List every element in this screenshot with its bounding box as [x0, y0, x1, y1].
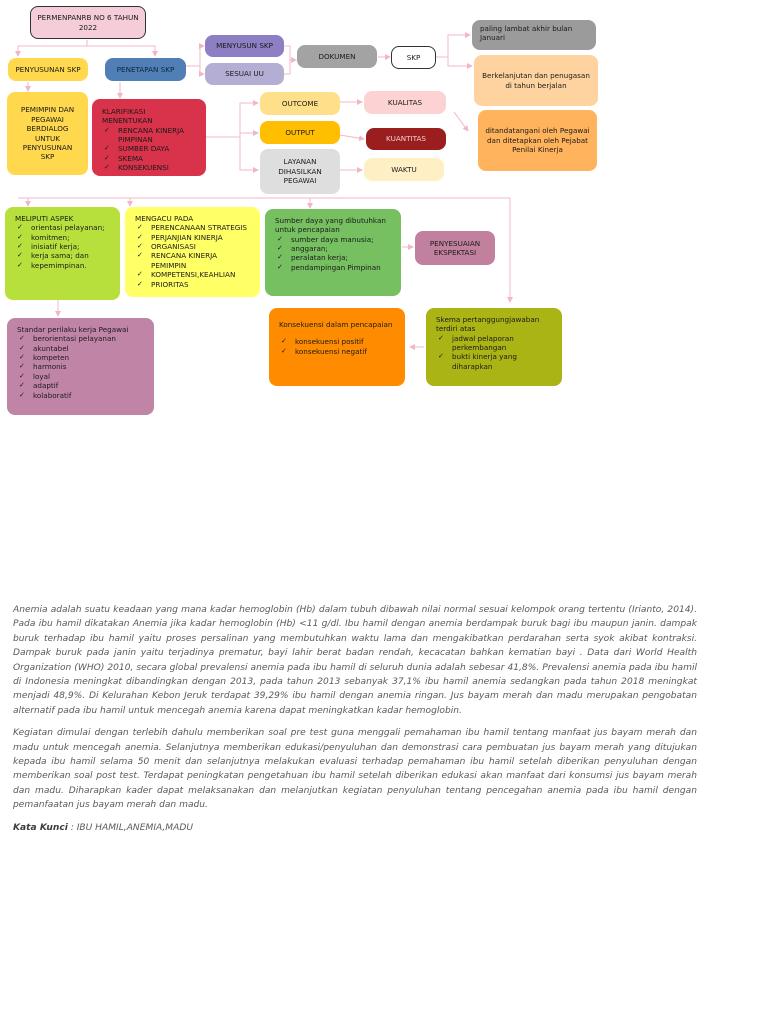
penyesuaian-box — [415, 231, 495, 265]
list-item: ✓ PERJANJIAN KINERJA — [135, 233, 250, 242]
layanan-label: LAYANAN DIHASILKAN PEGAWAI — [278, 157, 322, 186]
klarifikasi-box — [92, 99, 206, 176]
output-label: OUTPUT — [285, 127, 315, 137]
list-item: ✓ KOMPETENSI,KEAHLIAN — [135, 270, 250, 279]
list-item: ✓ loyal — [17, 372, 144, 381]
mengacu-pada-box — [125, 207, 260, 297]
dokumen-label: DOKUMEN — [318, 51, 356, 61]
list-item: ✓ kepemimpinan. — [15, 261, 110, 270]
keywords-label: Kata Kunci — [13, 822, 68, 833]
penetapan-skp-label: PENETAPAN SKP — [116, 64, 175, 74]
list-item: ✓ kerja sama; dan — [15, 251, 110, 260]
outcome-box — [260, 92, 340, 115]
list-item: ✓ komitmen; — [15, 233, 110, 242]
ditandatangani-box — [478, 110, 597, 171]
outcome-label: OUTCOME — [281, 98, 319, 108]
list-item: ✓ bukti kinerja yang diharapkan — [436, 352, 552, 371]
penetapan-skp-box — [105, 58, 186, 81]
list-item: ✓ anggaran; — [275, 244, 391, 253]
abstract-paragraph-1: Anemia adalah suatu keadaan yang mana kadar hemoglobin (Hb) dalam tubuh dibawah nilai normal sesuai kelompok orang tertentu (Irianto, 2014). Pada ibu hamil dikatakan Anemia jika kadar hemoglobin (Hb) <11 g/dl. Ibu hamil dengan anemia berdampak buruk bagi ibu maupun janin. dampak buruk terhadap ibu hamil yaitu proses persalinan yang membutuhkan waktu lama dan mengakibatkan perdarahan serta syok akibat kontraksi. Dampak buruk pada janin yaitu terjadinya prematur, bayi lahir berat badan rendah, kecacatan bahkan kematian bayi . Data dari World Health Organization (WHO) 2010, secara global prevalensi anemia pada ibu hamil di seluruh dunia adalah sebesar 41,8%. Prevalensi anemia pada ibu hamil di Indonesia meningkat dibandingkan dengan 2013, pada tahun 2013 sebanyak 37,1% ibu hamil anemia sedangkan pada tahun 2018 meningkat menjadi 48,9%. Di Kelurahan Kebon Jeruk terdapat 39,29% ibu hamil dengan anemia ringan. Jus bayam merah dan madu merupakan pengobatan alternatif pada ibu hamil untuk mencegah anemia karena dapat meningkatkan kadar hemoglobin. — [13, 605, 697, 716]
mengacu-pada-list — [135, 223, 250, 289]
waktu-label: WAKTU — [391, 164, 417, 174]
konsekuensi-list — [279, 337, 395, 356]
klarifikasi-list — [102, 126, 196, 173]
sumber-daya-list — [275, 235, 391, 272]
list-item: ✓ harmonis — [17, 362, 144, 371]
list-item: ✓ peralatan kerja; — [275, 253, 391, 262]
konsekuensi-title: Konsekuensi dalam pencapaian — [279, 320, 393, 329]
pemimpin-pegawai-label: PEMIMPIN DAN PEGAWAI BERDIALOG UNTUK PENYUSUNAN SKP — [20, 105, 75, 162]
sumber-daya-title: Sumber daya yang dibutuhkan untuk pencapaian — [275, 216, 386, 235]
sesuai-uu-label: SESUAI UU — [225, 69, 264, 79]
menyusun-skp-label: MENYUSUN SKP — [216, 41, 273, 51]
list-item: ✓ jadwal pelaporan perkembangan — [436, 334, 552, 353]
list-item: ✓ PRIORITAS — [135, 280, 250, 289]
keywords-value: : IBU HAMIL,ANEMIA,MADU — [67, 822, 194, 833]
menyusun-skp-box — [205, 35, 284, 57]
meliputi-aspek-box — [5, 207, 120, 300]
penyusunan-skp-label: PENYUSUNAN SKP — [15, 64, 81, 74]
meliputi-aspek-list — [15, 223, 110, 270]
skema-list — [436, 334, 552, 371]
standar-perilaku-title: Standar perilaku kerja Pegawai — [17, 325, 129, 334]
list-item: ✓ kolaboratif — [17, 391, 144, 400]
penyesuaian-label: PENYESUAIAN EKSPEKTASI — [429, 238, 481, 257]
ditandatangani-label: ditandatangani oleh Pegawai dan ditetapkan oleh Pejabat Penilai Kinerja — [485, 126, 590, 155]
list-item: ✓ akuntabel — [17, 344, 144, 353]
permen-label: PERMENPANRB NO 6 TAHUN 2022 — [37, 13, 139, 32]
meliputi-aspek-title: MELIPUTI ASPEK — [15, 214, 74, 223]
list-item: ✓ RENCANA KINERJA PIMPINAN — [102, 126, 196, 145]
konsekuensi-box — [269, 308, 405, 386]
layanan-box — [260, 149, 340, 194]
list-item: ✓ konsekuensi negatif — [279, 347, 395, 356]
mengacu-pada-title: MENGACU PADA — [135, 214, 194, 223]
list-item: ✓ SKEMA — [102, 154, 196, 163]
list-item: ✓ sumber daya manusia; — [275, 235, 391, 244]
list-item: ✓ SUMBER DAYA — [102, 144, 196, 153]
kuantitas-label: KUANTITAS — [386, 134, 426, 144]
standar-perilaku-box — [7, 318, 154, 415]
waktu-box — [364, 158, 444, 181]
list-item: ✓ ORGANISASI — [135, 242, 250, 251]
standar-perilaku-list — [17, 334, 144, 400]
list-item: ✓ RENCANA KINERJA PEMIMPIN — [135, 251, 250, 270]
list-item: ✓ kompeten — [17, 353, 144, 362]
kuantitas-box — [366, 128, 446, 150]
list-item: ✓ adaptif — [17, 381, 144, 390]
list-item: ✓ PERENCANAAN STRATEGIS — [135, 223, 250, 232]
paling-lambat-box — [472, 20, 596, 50]
list-item: ✓ pendampingan Pimpinan — [275, 263, 391, 272]
klarifikasi-title: KLARIFIKASI MENENTUKAN — [102, 107, 153, 126]
berkelanjutan-box — [474, 55, 598, 106]
list-item: ✓ berorientasi pelayanan — [17, 334, 144, 343]
sumber-daya-box — [265, 209, 401, 296]
keywords-line — [13, 821, 697, 835]
output-box — [260, 121, 340, 144]
kualitas-box — [364, 91, 446, 114]
skema-title: Skema pertanggungjawaban terdiri atas — [436, 315, 540, 334]
list-item: ✓ konsekuensi positif — [279, 337, 395, 346]
skp-label: SKP — [406, 52, 421, 62]
sesuai-uu-box — [205, 63, 284, 85]
list-item: ✓ orientasi pelayanan; — [15, 223, 110, 232]
list-item: ✓ inisiatif kerja; — [15, 242, 110, 251]
permen-box — [30, 6, 146, 39]
berkelanjutan-label: Berkelanjutan dan penugasan di tahun berjalan — [482, 71, 590, 90]
abstract-section — [13, 603, 697, 843]
skp-box — [391, 46, 436, 69]
dokumen-box — [297, 45, 377, 68]
skema-box — [426, 308, 562, 386]
pemimpin-pegawai-box — [7, 92, 88, 175]
kualitas-label: KUALITAS — [387, 97, 423, 107]
penyusunan-skp-box — [8, 58, 88, 81]
paling-lambat-label: paling lambat akhir bulan Januari — [480, 24, 573, 43]
list-item: ✓ KONSEKUENSI — [102, 163, 196, 172]
abstract-paragraph-2: Kegiatan dimulai dengan terlebih dahulu memberikan soal pre test guna menggali pemahaman ibu hamil tentang manfaat jus bayam merah dan madu untuk mencegah anemia. Selanjutnya memberikan edukasi/penyuluhan dan demonstrasi cara pembuatan jus bayam merah yang ditujukan kepada ibu hamil selama 50 menit dan selanjutnya melakukan evaluasi terhadap pemahaman ibu hamil setelah diberikan penyuluhan dengan memberikan soal post test. Terdapat peningkatan pengetahuan ibu hamil setelah diberikan edukasi akan manfaat dari konsumsi jus bayam merah dan madu. Diharapkan kader dapat melaksanakan dan melanjutkan kegiatan penyuluhan tentang pencegahan anemia pada ibu hamil dengan pemanfaatan jus bayam merah dan madu. — [13, 728, 697, 811]
